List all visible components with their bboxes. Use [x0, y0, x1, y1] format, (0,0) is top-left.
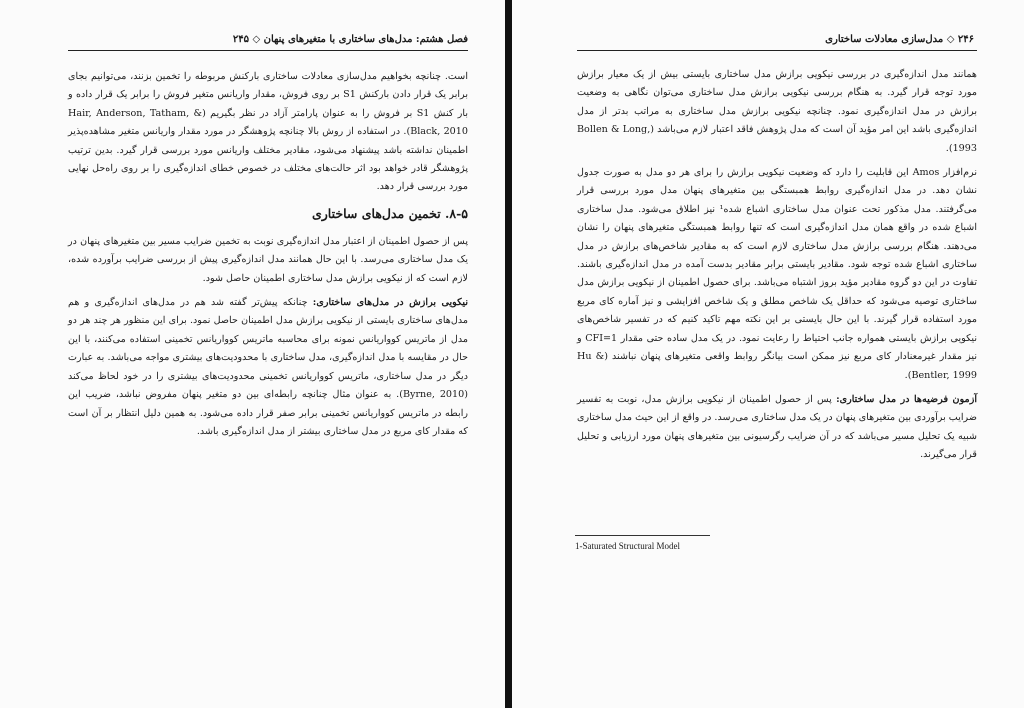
section-paragraph: پس از حصول اطمینان از اعتبار مدل اندازه‌گیری نوبت به تخمین ضرایب مسیر بین متغیرهای پنهان در یک مدل ساختاری می‌رسد. با این حال همانند مدل اندازه‌گیری پیش از بررسی ضرایب برآورده شده، لازم است که از نیکویی برازش مدل ساختاری اطمینان حاصل شود. [68, 235, 468, 284]
section-heading: ۸-۵. تخمین مدل‌های ساختاری [311, 205, 468, 221]
left-header-rule [68, 50, 468, 51]
right-running-header: ۲۴۶ ◇ مدل‌سازی معادلات ساختاری [825, 34, 974, 45]
left-page [0, 0, 505, 708]
right-text-block [577, 66, 977, 471]
right-lead-text: پس از حصول اطمینان از نیکویی برازش مدل، نوبت به تفسیر ضرایب برآوردی بین متغیرهای پنهان در یک مدل ساختاری می‌رسد. در واقع از این حیث مدل ساختاری شبیه یک تحلیل مسیر می‌باشد که در آن ضرایب رگرسیونی بین متغیرهای پنهان مورد ارزیابی و تحلیل قرار می‌گیرند. [577, 393, 977, 461]
footnote-rule [575, 535, 710, 536]
left-lead-title: نیکویی برازش در مدل‌های ساختاری: [312, 297, 468, 309]
left-paragraph-1: است. چنانچه بخواهیم مدل‌سازی معادلات ساختاری بارکنش مربوطه را تخمین بزنند، می‌توانیم بجای برابر یک قرار دادن بارکنش S1 بر روی فروش، مقدار واریانس متغیر فروش را برابر یک قرار داده و بار کنش S1 بر فروش را به عنوان پارامتر آزاد در نظر بگیریم (Hair, Anderson, Tatham, & Black, 2010). در استفاده از روش بالا چنانچه پژوهشگر در مورد مقدار واریانس متغیر مشاهده‌پذیر اطمینان نداشته باشد پیشنهاد می‌شود، مقادیر مختلف واریانس مورد بررسی قرار گیرد. بدین ترتیب پژوهشگر قادر خواهد بود اثر حالت‌های مختلف در خصوص خطای اندازه‌گیری را بر روی راه‌حل نهایی مورد بررسی قرار دهد. [68, 71, 469, 193]
right-page [512, 0, 1024, 708]
footnote: 1-Saturated Structural Model [575, 541, 680, 551]
left-lead-paragraph [68, 294, 468, 441]
right-paragraph-2: نرم‌افزار Amos این قابلیت را دارد که وضعیت نیکویی برازش را برای هر دو مدل به صورت جدول نشان دهد. در مدل اندازه‌گیری روابط همبستگی بین متغیرهای پنهان مدل مورد بررسی قرار می‌گرفتند. مدل مذکور تحت عنوان مدل ساختاری اشباع شده¹ نیز اطلاق می‌شود. مدل ساختاری اشباع شده در واقع همان مدل اندازه‌گیری است که تنها روابط همبستگی متغیرهای پنهان را نشان می‌دهند. هنگام بررسی برازش مدل ساختاری لازم است که به مقادیر شاخص‌های برازش در مدل ساختاری اشباع شده توجه شود. مقادیر بایستی برابر مقادیر بدست آمده در مدل اندازه‌گیری باشند. تفاوت در این دو گروه مقادیر مؤید بروز اشتباه می‌باشد. برای حصول اطمینان از نیکویی برازش مدل ساختاری توصیه می‌شود که حداقل یک شاخص مطلق و یک شاخص افزایشی و نیز آماره کای مربع مورد استفاده قرار گیرند. با این حال بایستی بر این نکته مهم تاکید کنیم که در تفسیر شاخص‌های نیکویی برازش بایستی همواره جانب احتیاط را رعایت نمود. در یک مدل ساده حتی مقدار CFI=1 و نیز مقدار غیرمعنادار کای مربع نیز ممکن است بیانگر روابط واقعی متغیرهای پنهان نباشند (Hu & Bentler, 1999). [577, 167, 977, 381]
right-lead-title: آزمون فرضیه‌ها در مدل ساختاری: [836, 393, 977, 405]
left-lead-text: چنانکه پیش‌تر گفته شد هم در مدل‌های اندازه‌گیری و هم مدل‌های ساختاری بایستی از نیکویی برازش مدل اطمینان حاصل نمود. برای این منظور هر چند هر دو مدل از ماتریس کوواریانس نمونه برای محاسبه ماتریس کوواریانس تخمینی استفاده می‌کنند، با این حال در مقایسه با مدل اندازه‌گیری، مدل ساختاری با محدودیت‌های بیشتری مواجه می‌باشد. به عبارت دیگر در مدل ساختاری، ماتریس کوواریانس تخمینی محدودیت‌های بیشتری را در خود لحاظ می‌کند (Byrne, 2010). به عنوان مثال چنانچه رابطه‌ای بین دو متغیر پنهان مفروض نباشد، ضریب این رابطه در ماتریس کوواریانس تخمینی برابر صفر قرار داده می‌شود. به همین دلیل انتظار بر آن است که مقدار کای مربع در مدل ساختاری بیشتر از مدل اندازه‌گیری باشد. [68, 297, 468, 437]
book-spine [505, 0, 512, 708]
left-text-block [68, 68, 468, 447]
right-paragraph-1: همانند مدل اندازه‌گیری در بررسی نیکویی برازش مدل ساختاری بایستی بیش از یک معیار برازش مورد توجه قرار گیرد. به هنگام بررسی نیکویی برازش مدل ساختاری می‌توان نگاهی به وضعیت برازش در مدل اندازه‌گیری نمود. چنانچه نیکویی برازش مدل ساختاری به مراتب بدتر از مدل اندازه‌گیری باشد این امر مؤید آن است که مدل پژوهش فاقد اعتبار لازم می‌باشد (Bollen & Long, 1993). [577, 69, 977, 154]
right-header-rule [577, 50, 977, 51]
right-lead-paragraph [577, 391, 977, 465]
left-running-header: فصل هشتم: مدل‌های ساختاری با متغیرهای پنهان ◇ ۲۴۵ [232, 34, 468, 45]
